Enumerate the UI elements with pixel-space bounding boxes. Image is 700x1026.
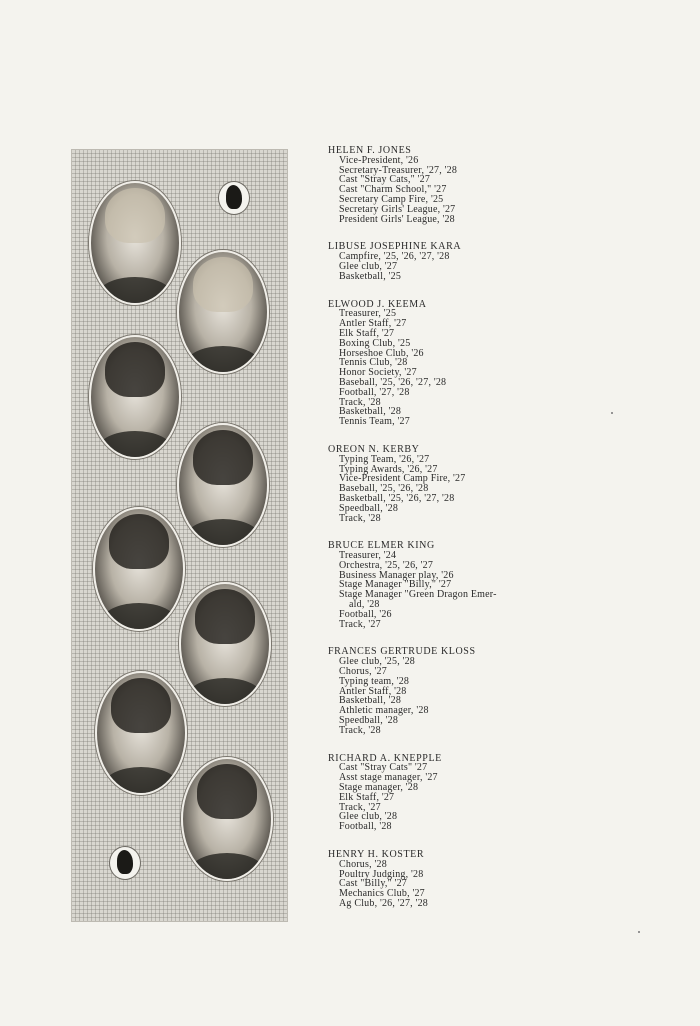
activity-list [328, 252, 628, 281]
activity-item: Tennis Team, '27 [339, 416, 410, 428]
portrait-henry-koster [181, 757, 273, 881]
activity-item: Cast "Billy," '27 [339, 878, 407, 890]
activity-item: Cast "Charm School," '27 [339, 184, 447, 196]
portrait-frances-kloss [179, 582, 271, 706]
activity-item: Basketball, '25 [339, 270, 402, 282]
activity-list [328, 455, 628, 524]
student-entry [328, 300, 628, 427]
activity-item: Track, '27 [339, 801, 381, 813]
activity-item: Track, '28 [339, 724, 381, 736]
activity-item: Basketball, '25, '26, '27, '28 [339, 492, 455, 504]
activity-list [328, 309, 628, 427]
portrait-panel [71, 149, 288, 922]
activity-item: Boxing Club, '25 [339, 337, 411, 349]
portrait-richard-knepple [95, 671, 187, 795]
activity-item: Antler Staff, '27 [339, 318, 407, 330]
student-name: BRUCE ELMER KING [328, 540, 435, 552]
student-entry [328, 850, 628, 909]
activity-item: Vice-President, '26 [339, 154, 419, 166]
activity-item: Football, '26 [339, 608, 392, 620]
activity-item: Asst stage manager, '27 [339, 772, 438, 784]
activity-item: Glee club, '25, '28 [339, 656, 415, 668]
activity-list [328, 156, 628, 225]
activity-item: Chorus, '27 [339, 666, 387, 678]
activity-item: Football, '27, '28 [339, 386, 410, 398]
student-name: LIBUSE JOSEPHINE KARA [328, 241, 462, 253]
activity-item: Secretary Camp Fire, '25 [339, 193, 444, 205]
student-entry [328, 541, 628, 629]
portrait-libuse-kara [177, 250, 269, 374]
student-list [328, 146, 628, 925]
activity-item: ald, '28 [349, 599, 380, 611]
activity-item: Secretary Girls' League, '27 [339, 203, 456, 215]
activity-item: Track, '28 [339, 512, 381, 524]
portrait-oreon-kerby [177, 423, 269, 547]
activity-item: Campfire, '25, '26, '27, '28 [339, 251, 450, 263]
activity-item: Vice-President Camp Fire, '27 [339, 473, 466, 485]
activity-item: Ag Club, '26, '27, '28 [339, 898, 428, 909]
activity-item: Stage manager, '28 [339, 782, 419, 794]
student-name: OREON N. KERBY [328, 443, 420, 455]
activity-item: Secretary-Treasurer, '27, '28 [339, 164, 458, 176]
student-entry [328, 146, 628, 224]
activity-item: Baseball, '25, '26, '28 [339, 483, 429, 495]
activity-item: Treasurer, '25 [339, 308, 397, 320]
activity-list [328, 657, 628, 735]
student-name: ELWOOD J. KEEMA [328, 298, 427, 310]
silhouette-emblem-icon [109, 846, 141, 880]
activity-item: Elk Staff, '27 [339, 791, 395, 803]
activity-item: Chorus, '28 [339, 858, 387, 870]
activity-item: Typing Awards, '26, '27 [339, 463, 438, 475]
activity-list [328, 763, 628, 832]
page-speck [638, 931, 640, 933]
activity-item: Typing team, '28 [339, 675, 410, 687]
activity-item: Glee club, '27 [339, 260, 398, 272]
activity-item: Mechanics Club, '27 [339, 888, 425, 900]
activity-item: Speedball, '28 [339, 502, 399, 514]
activity-item: Honor Society, '27 [339, 367, 417, 379]
portrait-elwood-keema [89, 335, 181, 459]
activity-item: Baseball, '25, '26, '27, '28 [339, 376, 447, 388]
activity-item: Stage Manager "Green Dragon Emer- [339, 589, 497, 601]
portrait-bruce-king [93, 507, 185, 631]
student-entry [328, 647, 628, 735]
activity-list [328, 551, 628, 629]
activity-item: Track, '28 [339, 396, 381, 408]
activity-list [328, 860, 628, 909]
portrait-helen-jones [89, 181, 181, 305]
student-name: HENRY H. KOSTER [328, 849, 425, 861]
student-entry [328, 445, 628, 523]
activity-item: President Girls' League, '28 [339, 213, 455, 225]
student-name: FRANCES GERTRUDE KLOSS [328, 646, 476, 658]
activity-item: Athletic manager, '28 [339, 705, 429, 717]
activity-item: Orchestra, '25, '26, '27 [339, 559, 434, 571]
activity-item: Track, '27 [339, 618, 381, 630]
silhouette-emblem-icon [218, 181, 250, 215]
activity-item: Stage Manager "Billy," '27 [339, 579, 452, 591]
activity-item: Basketball, '28 [339, 695, 402, 707]
activity-item: Basketball, '28 [339, 406, 402, 418]
student-name: HELEN F. JONES [328, 145, 412, 156]
activity-item: Cast "Stray Cats," '27 [339, 174, 431, 186]
activity-item: Horseshoe Club, '26 [339, 347, 424, 359]
activity-item: Elk Staff, '27 [339, 327, 395, 339]
page-speck [611, 412, 613, 414]
student-name: RICHARD A. KNEPPLE [328, 752, 442, 764]
student-entry [328, 754, 628, 832]
activity-item: Poultry Judging, '28 [339, 868, 424, 880]
activity-item: Typing Team, '26, '27 [339, 453, 430, 465]
student-entry [328, 242, 628, 281]
activity-item: Treasurer, '24 [339, 550, 397, 562]
activity-item: Speedball, '28 [339, 715, 399, 727]
activity-item: Football, '28 [339, 821, 392, 833]
activity-item: Business Manager play, '26 [339, 569, 454, 581]
activity-item: Cast "Stray Cats" '27 [339, 762, 428, 774]
activity-item: Antler Staff, '28 [339, 685, 407, 697]
activity-item: Tennis Club, '28 [339, 357, 408, 369]
activity-item: Glee club, '28 [339, 811, 398, 823]
